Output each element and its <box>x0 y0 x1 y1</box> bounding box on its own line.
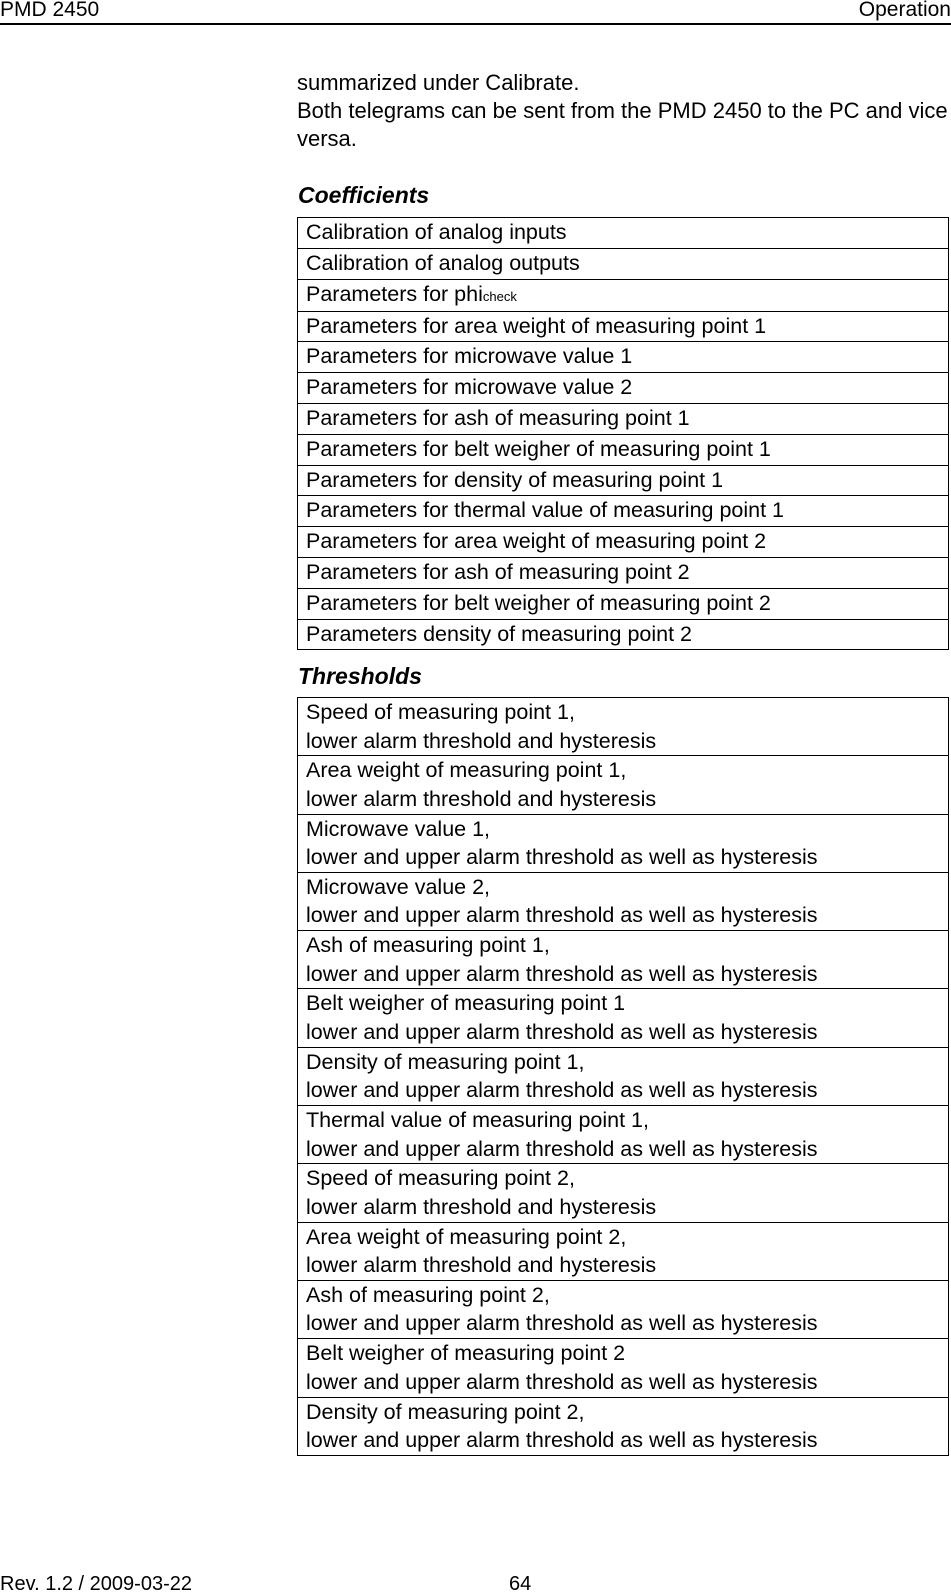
table-cell: Calibration of analog inputs <box>298 218 949 249</box>
table-row <box>298 527 949 558</box>
threshold-title: Thermal value of measuring point 1, <box>306 1108 649 1133</box>
table-row <box>298 1222 949 1280</box>
table-row <box>298 311 949 342</box>
header-divider <box>0 23 951 25</box>
table-cell: Calibration of analog outputs <box>298 248 949 279</box>
table-cell <box>298 1280 949 1338</box>
table-row <box>298 434 949 465</box>
table-cell: Parameters for ash of measuring point 2 <box>298 557 949 588</box>
table-cell <box>298 1222 949 1280</box>
table-cell <box>298 872 949 930</box>
threshold-detail: lower and upper alarm threshold as well as hysteresis <box>306 961 818 986</box>
threshold-detail: lower alarm threshold and hysteresis <box>306 786 657 811</box>
table-row <box>298 557 949 588</box>
threshold-title: Belt weigher of measuring point 2 <box>306 1341 626 1366</box>
threshold-detail: lower alarm threshold and hysteresis <box>306 728 657 753</box>
threshold-detail: lower alarm threshold and hysteresis <box>306 1253 657 1278</box>
phi-parameter-label: Parameters for phi <box>306 281 483 306</box>
table-row <box>298 872 949 930</box>
threshold-detail: lower and upper alarm threshold as well as hysteresis <box>306 1428 818 1453</box>
table-row <box>298 619 949 650</box>
threshold-title: Microwave value 1, <box>306 816 491 841</box>
table-cell: Parameters for density of measuring point 1 <box>298 465 949 496</box>
threshold-detail: lower and upper alarm threshold as well as hysteresis <box>306 845 818 870</box>
header-document-title: PMD 2450 <box>0 0 100 21</box>
threshold-detail: lower and upper alarm threshold as well as hysteresis <box>306 1369 818 1394</box>
threshold-title: Area weight of measuring point 2, <box>306 1224 627 1249</box>
threshold-detail: lower and upper alarm threshold as well as hysteresis <box>306 903 818 928</box>
table-row <box>298 1397 949 1455</box>
table-row <box>298 1047 949 1105</box>
threshold-title: Density of measuring point 2, <box>306 1399 585 1424</box>
threshold-title: Speed of measuring point 2, <box>306 1166 575 1191</box>
threshold-title: Area weight of measuring point 1, <box>306 758 627 783</box>
table-cell <box>298 756 949 814</box>
thresholds-heading: Thresholds <box>298 663 422 689</box>
table-cell <box>298 1397 949 1455</box>
table-cell <box>298 1106 949 1164</box>
table-row <box>298 989 949 1047</box>
table-row <box>298 1164 949 1222</box>
table-cell: Parameters for ash of measuring point 1 <box>298 403 949 434</box>
threshold-title: Ash of measuring point 2, <box>306 1282 550 1307</box>
table-cell <box>298 989 949 1047</box>
table-cell <box>298 1047 949 1105</box>
table-cell <box>298 814 949 872</box>
table-row <box>298 403 949 434</box>
table-row <box>298 248 949 279</box>
coefficients-table <box>297 217 949 650</box>
threshold-title: Microwave value 2, <box>306 874 491 899</box>
table-row <box>298 698 949 756</box>
footer-revision: Rev. 1.2 / 2009-03-22 <box>0 1573 192 1595</box>
table-cell: Parameters for microwave value 2 <box>298 373 949 404</box>
intro-line-2: Both telegrams can be sent from the PMD 2450 to the PC and vice versa. <box>297 98 948 151</box>
footer-page-number: 64 <box>509 1573 532 1595</box>
coefficients-heading: Coefficients <box>298 182 430 208</box>
table-cell <box>298 1339 949 1397</box>
table-row <box>298 1280 949 1338</box>
threshold-detail: lower and upper alarm threshold as well as hysteresis <box>306 1311 818 1336</box>
table-row <box>298 279 949 311</box>
table-row <box>298 1339 949 1397</box>
table-row <box>298 496 949 527</box>
threshold-detail: lower alarm threshold and hysteresis <box>306 1194 657 1219</box>
table-cell: Parameters density of measuring point 2 <box>298 619 949 650</box>
table-cell: Parameters for area weight of measuring point 2 <box>298 527 949 558</box>
threshold-title: Belt weigher of measuring point 1 <box>306 991 626 1016</box>
table-cell: Parameters for microwave value 1 <box>298 342 949 373</box>
header-section-title: Operation <box>858 0 951 21</box>
thresholds-table <box>297 697 949 1456</box>
table-row <box>298 218 949 249</box>
threshold-detail: lower and upper alarm threshold as well as hysteresis <box>306 1019 818 1044</box>
table-cell: Parameters for thermal value of measuring point 1 <box>298 496 949 527</box>
threshold-title: Speed of measuring point 1, <box>306 700 575 724</box>
table-row <box>298 814 949 872</box>
threshold-title: Ash of measuring point 1, <box>306 933 550 958</box>
table-cell <box>298 279 949 311</box>
table-row <box>298 373 949 404</box>
table-row <box>298 465 949 496</box>
table-cell <box>298 1164 949 1222</box>
threshold-detail: lower and upper alarm threshold as well as hysteresis <box>306 1136 818 1161</box>
threshold-detail: lower and upper alarm threshold as well as hysteresis <box>306 1078 818 1103</box>
table-row <box>298 756 949 814</box>
table-cell <box>298 931 949 989</box>
threshold-title: Density of measuring point 1, <box>306 1049 585 1074</box>
intro-line-1: summarized under Calibrate. <box>297 70 580 95</box>
phi-subscript: check <box>482 288 517 304</box>
intro-text <box>297 69 949 153</box>
table-cell <box>298 698 949 756</box>
table-cell: Parameters for belt weigher of measuring point 2 <box>298 588 949 619</box>
table-row <box>298 588 949 619</box>
table-cell: Parameters for area weight of measuring point 1 <box>298 311 949 342</box>
table-cell: Parameters for belt weigher of measuring point 1 <box>298 434 949 465</box>
table-row <box>298 1106 949 1164</box>
table-row <box>298 342 949 373</box>
table-row <box>298 931 949 989</box>
